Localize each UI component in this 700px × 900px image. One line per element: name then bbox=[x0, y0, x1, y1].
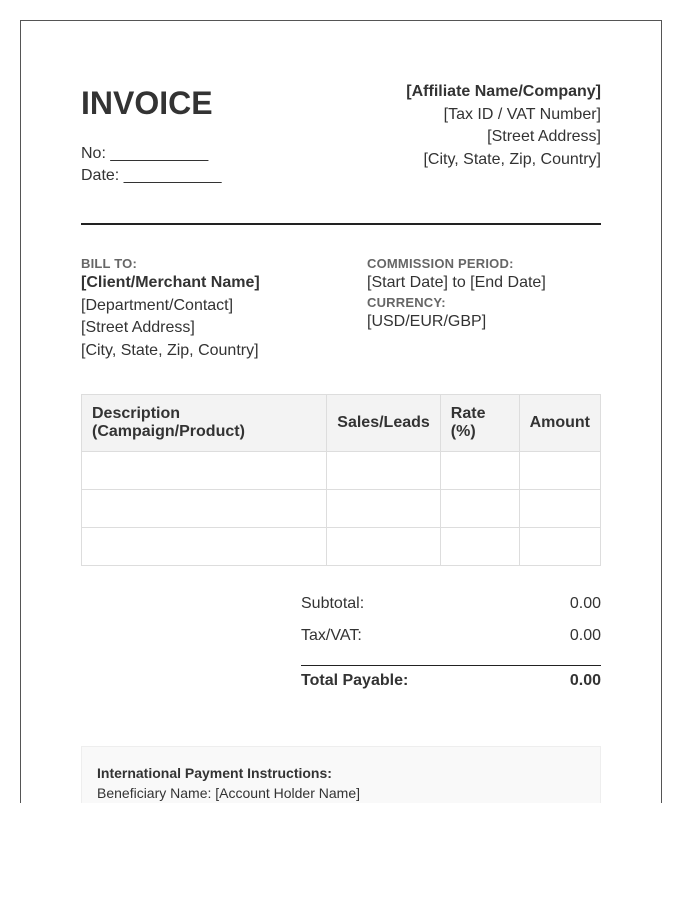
table-cell[interactable] bbox=[82, 452, 327, 490]
bill-to-block bbox=[81, 256, 361, 362]
currency-label: CURRENCY: bbox=[367, 294, 446, 310]
invoice-number: No: ___________ bbox=[81, 145, 209, 162]
table-cell[interactable] bbox=[327, 490, 441, 528]
affiliate-name: [Affiliate Name/Company] bbox=[406, 83, 601, 100]
commission-period-label: COMMISSION PERIOD: bbox=[367, 256, 514, 271]
table-cell[interactable] bbox=[440, 452, 519, 490]
total-row bbox=[301, 665, 601, 702]
invoice-sheet bbox=[20, 20, 662, 803]
line-items-table bbox=[81, 394, 601, 566]
tax-row bbox=[301, 625, 601, 657]
table-header-row bbox=[82, 395, 601, 452]
payment-instructions-title: International Payment Instructions: bbox=[97, 765, 332, 781]
column-header-amount: Amount bbox=[519, 395, 600, 452]
table-row bbox=[82, 452, 601, 490]
column-header-rate-line1: Rate bbox=[450, 405, 486, 422]
tax-label: Tax/VAT: bbox=[301, 627, 362, 644]
table-cell[interactable] bbox=[519, 452, 600, 490]
subtotal-label: Subtotal: bbox=[301, 595, 365, 612]
tax-value: 0.00 bbox=[569, 627, 601, 644]
table-cell[interactable] bbox=[440, 528, 519, 566]
invoice-meta bbox=[81, 143, 222, 187]
table-cell[interactable] bbox=[327, 528, 441, 566]
table-row bbox=[82, 528, 601, 566]
column-header-sales: Sales/Leads bbox=[327, 395, 441, 452]
column-header-rate-line2: (%) bbox=[450, 423, 476, 440]
invoice-title: INVOICE bbox=[81, 85, 213, 121]
client-name: [Client/Merchant Name] bbox=[81, 274, 260, 291]
bill-to-label: BILL TO: bbox=[81, 256, 138, 271]
column-header-description bbox=[82, 395, 327, 452]
table-cell[interactable] bbox=[440, 490, 519, 528]
client-department: [Department/Contact] bbox=[81, 296, 234, 314]
commission-period-block bbox=[367, 256, 601, 333]
totals-block bbox=[301, 593, 601, 702]
subtotal-row bbox=[301, 593, 601, 625]
column-header-description-line2: (Campaign/Product) bbox=[92, 423, 245, 440]
affiliate-tax-id: [Tax ID / VAT Number] bbox=[443, 105, 601, 123]
table-cell[interactable] bbox=[82, 490, 327, 528]
table-cell[interactable] bbox=[82, 528, 327, 566]
column-header-rate bbox=[440, 395, 519, 452]
beneficiary-name: Beneficiary Name: [Account Holder Name] bbox=[97, 785, 360, 801]
client-street: [Street Address] bbox=[81, 319, 195, 336]
table-cell[interactable] bbox=[519, 528, 600, 566]
total-value: 0.00 bbox=[569, 672, 601, 689]
affiliate-city: [City, State, Zip, Country] bbox=[423, 150, 601, 168]
header-divider bbox=[81, 223, 601, 225]
client-city: [City, State, Zip, Country] bbox=[81, 341, 259, 359]
table-cell[interactable] bbox=[519, 490, 600, 528]
subtotal-value: 0.00 bbox=[569, 595, 601, 612]
total-label: Total Payable: bbox=[301, 672, 409, 689]
affiliate-block bbox=[406, 81, 601, 171]
currency-value: [USD/EUR/GBP] bbox=[367, 312, 487, 330]
table-row bbox=[82, 490, 601, 528]
commission-period-value: [Start Date] to [End Date] bbox=[367, 274, 546, 291]
affiliate-street: [Street Address] bbox=[487, 128, 601, 145]
table-cell[interactable] bbox=[327, 452, 441, 490]
column-header-description-line1: Description bbox=[92, 405, 181, 422]
payment-instructions bbox=[81, 746, 601, 803]
invoice-date: Date: ___________ bbox=[81, 167, 222, 184]
